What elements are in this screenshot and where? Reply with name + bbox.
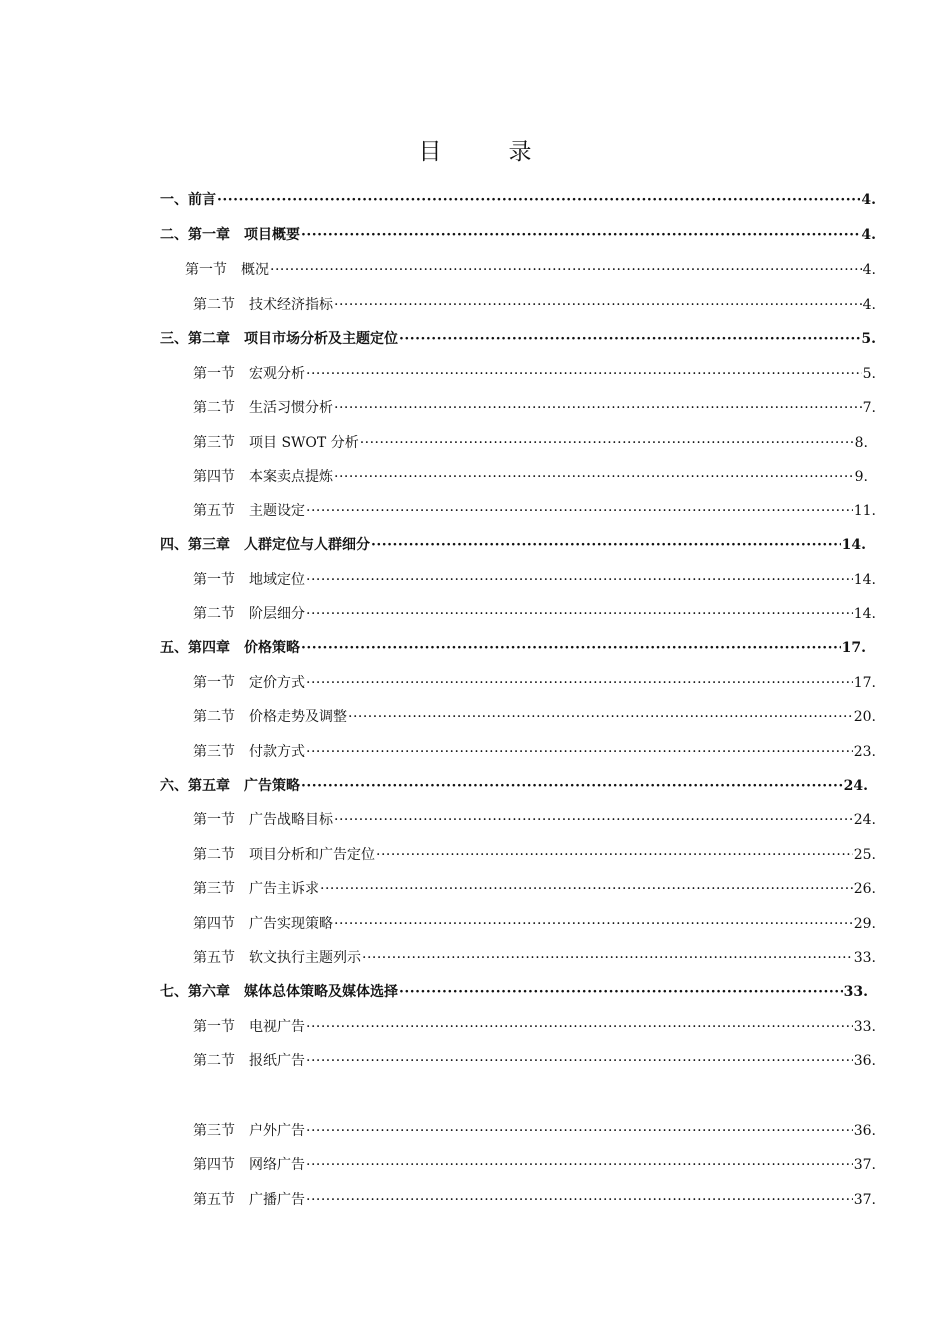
toc-page-number: 14.: [853, 606, 876, 622]
toc-leader-dots: [334, 913, 853, 935]
toc-section-entry[interactable]: [193, 672, 876, 694]
toc-page-number: 33.: [853, 1019, 876, 1035]
toc-entry-label: 四、第三章 人群定位与人群细分: [160, 537, 370, 553]
toc-section-entry[interactable]: [193, 500, 876, 522]
toc-entry-label: 第二节 生活习惯分析: [193, 400, 333, 416]
toc-entry-label: 一、前言: [160, 192, 216, 208]
toc-page-number: 36.: [853, 1053, 876, 1069]
toc-entry-label: 第一节 地域定位: [193, 572, 305, 588]
toc-entry-label: 第一节 定价方式: [193, 675, 305, 691]
toc-entry-label: 第四节 网络广告: [193, 1157, 305, 1173]
toc-leader-dots: [306, 363, 862, 385]
toc-leader-dots: [301, 775, 843, 797]
toc-entry-label: 七、第六章 媒体总体策略及媒体选择: [160, 984, 398, 1000]
toc-entry-label: 第一节 概况: [185, 262, 269, 278]
toc-page-number: 36.: [853, 1123, 876, 1139]
toc-entry-label: 第二节 项目分析和广告定位: [193, 847, 375, 863]
toc-leader-dots: [399, 328, 860, 350]
toc-leader-dots: [306, 1050, 853, 1072]
toc-chapter-entry[interactable]: [160, 224, 876, 246]
toc-section-entry[interactable]: [193, 809, 876, 831]
toc-section-entry[interactable]: [193, 706, 876, 728]
toc-page-number: 24.: [843, 778, 868, 794]
toc-leader-dots: [362, 947, 853, 969]
toc-leader-dots: [360, 432, 854, 454]
toc-page-number: 14.: [853, 572, 876, 588]
toc-page-number: 5.: [861, 331, 876, 347]
toc-entry-label: 第二节 价格走势及调整: [193, 709, 347, 725]
toc-entry-label: 第一节 宏观分析: [193, 366, 305, 382]
toc-entry-label: 三、第二章 项目市场分析及主题定位: [160, 331, 398, 347]
toc-entry-label: 第五节 软文执行主题列示: [193, 950, 361, 966]
toc-leader-dots: [306, 500, 853, 522]
toc-entry-label: 第五节 广播广告: [193, 1192, 305, 1208]
toc-section-entry[interactable]: [193, 844, 876, 866]
toc-leader-dots: [371, 534, 841, 556]
toc-section-entry[interactable]: [193, 1154, 876, 1176]
toc-page-number: 23.: [853, 744, 876, 760]
toc-page-number: 5.: [862, 366, 876, 382]
toc-leader-dots: [306, 1189, 853, 1211]
toc-leader-dots: [334, 294, 862, 316]
toc-chapter-entry[interactable]: [160, 637, 866, 659]
toc-entry-label: 第二节 阶层细分: [193, 606, 305, 622]
toc-section-entry[interactable]: [185, 259, 876, 281]
toc-leader-dots: [306, 741, 853, 763]
toc-section-entry[interactable]: [193, 603, 876, 625]
toc-section-entry[interactable]: [193, 294, 876, 316]
toc-leader-dots: [217, 189, 860, 211]
toc-leader-dots: [306, 1016, 853, 1038]
toc-section-entry[interactable]: [193, 947, 876, 969]
toc-entry-label: 五、第四章 价格策略: [160, 640, 300, 656]
toc-leader-dots: [306, 672, 853, 694]
toc-section-entry[interactable]: [193, 1120, 876, 1142]
toc-entry-label: 第四节 广告实现策略: [193, 916, 333, 932]
toc-leader-dots: [306, 569, 853, 591]
toc-section-entry[interactable]: [193, 466, 868, 488]
toc-page-number: 33.: [843, 984, 868, 1000]
toc-page-number: 24.: [853, 812, 876, 828]
toc-section-entry[interactable]: [193, 1050, 876, 1072]
toc-page-number: 4.: [862, 262, 876, 278]
toc-page-number: 25.: [853, 847, 876, 863]
toc-leader-dots: [334, 809, 853, 831]
toc-page-number: 37.: [853, 1157, 876, 1173]
toc-entry-label: 第五节 主题设定: [193, 503, 305, 519]
toc-page-number: 29.: [853, 916, 876, 932]
toc-leader-dots: [334, 466, 854, 488]
toc-leader-dots: [301, 637, 841, 659]
toc-page-number: 14.: [841, 537, 866, 553]
toc-leader-dots: [306, 1154, 853, 1176]
toc-page-number: 26.: [853, 881, 876, 897]
toc-page-number: 9.: [854, 469, 868, 485]
toc-section-entry[interactable]: [193, 1016, 876, 1038]
toc-page-number: 7.: [862, 400, 876, 416]
toc-page-number: 11.: [853, 503, 876, 519]
toc-entry-label: 六、第五章 广告策略: [160, 778, 300, 794]
toc-section-entry[interactable]: [193, 913, 876, 935]
toc-leader-dots: [399, 981, 843, 1003]
toc-page-number: 33.: [853, 950, 876, 966]
toc-page-number: 17.: [841, 640, 866, 656]
toc-chapter-entry[interactable]: [160, 328, 876, 350]
toc-leader-dots: [348, 706, 853, 728]
toc-leader-dots: [306, 603, 853, 625]
toc-entry-label: 第三节 户外广告: [193, 1123, 305, 1139]
toc-section-entry[interactable]: [193, 363, 876, 385]
toc-page-number: 17.: [853, 675, 876, 691]
toc-entry-label: 二、第一章 项目概要: [160, 227, 300, 243]
toc-leader-dots: [376, 844, 853, 866]
toc-entry-label: 第三节 付款方式: [193, 744, 305, 760]
toc-page-number: 37.: [853, 1192, 876, 1208]
toc-entry-label: 第四节 本案卖点提炼: [193, 469, 333, 485]
toc-leader-dots: [306, 1120, 853, 1142]
toc-chapter-entry[interactable]: [160, 775, 868, 797]
toc-section-entry[interactable]: [193, 397, 876, 419]
toc-page-number: 8.: [854, 435, 868, 451]
page-title: 目 录: [418, 139, 554, 165]
toc-chapter-entry[interactable]: [160, 534, 866, 556]
toc-section-entry[interactable]: [193, 569, 876, 591]
toc-leader-dots: [270, 259, 862, 281]
toc-entry-label: 第三节 广告主诉求: [193, 881, 319, 897]
toc-entry-label: 第三节 项目 SWOT 分析: [193, 435, 359, 451]
toc-page-number: 20.: [853, 709, 876, 725]
toc-entry-label: 第一节 电视广告: [193, 1019, 305, 1035]
toc-page-number: 4.: [862, 297, 876, 313]
toc-leader-dots: [301, 224, 860, 246]
toc-entry-label: 第二节 技术经济指标: [193, 297, 333, 313]
toc-section-entry[interactable]: [193, 741, 876, 763]
toc-chapter-entry[interactable]: [160, 981, 868, 1003]
toc-section-entry[interactable]: [193, 1189, 876, 1211]
toc-leader-dots: [334, 397, 862, 419]
toc-page-number: 4.: [861, 192, 876, 208]
toc-entry-label: 第一节 广告战略目标: [193, 812, 333, 828]
toc-entry-label: 第二节 报纸广告: [193, 1053, 305, 1069]
toc-chapter-entry[interactable]: [160, 189, 876, 211]
toc-section-entry[interactable]: [193, 432, 868, 454]
toc-section-entry[interactable]: [193, 878, 876, 900]
toc-page-number: 4.: [861, 227, 876, 243]
toc-leader-dots: [320, 878, 853, 900]
